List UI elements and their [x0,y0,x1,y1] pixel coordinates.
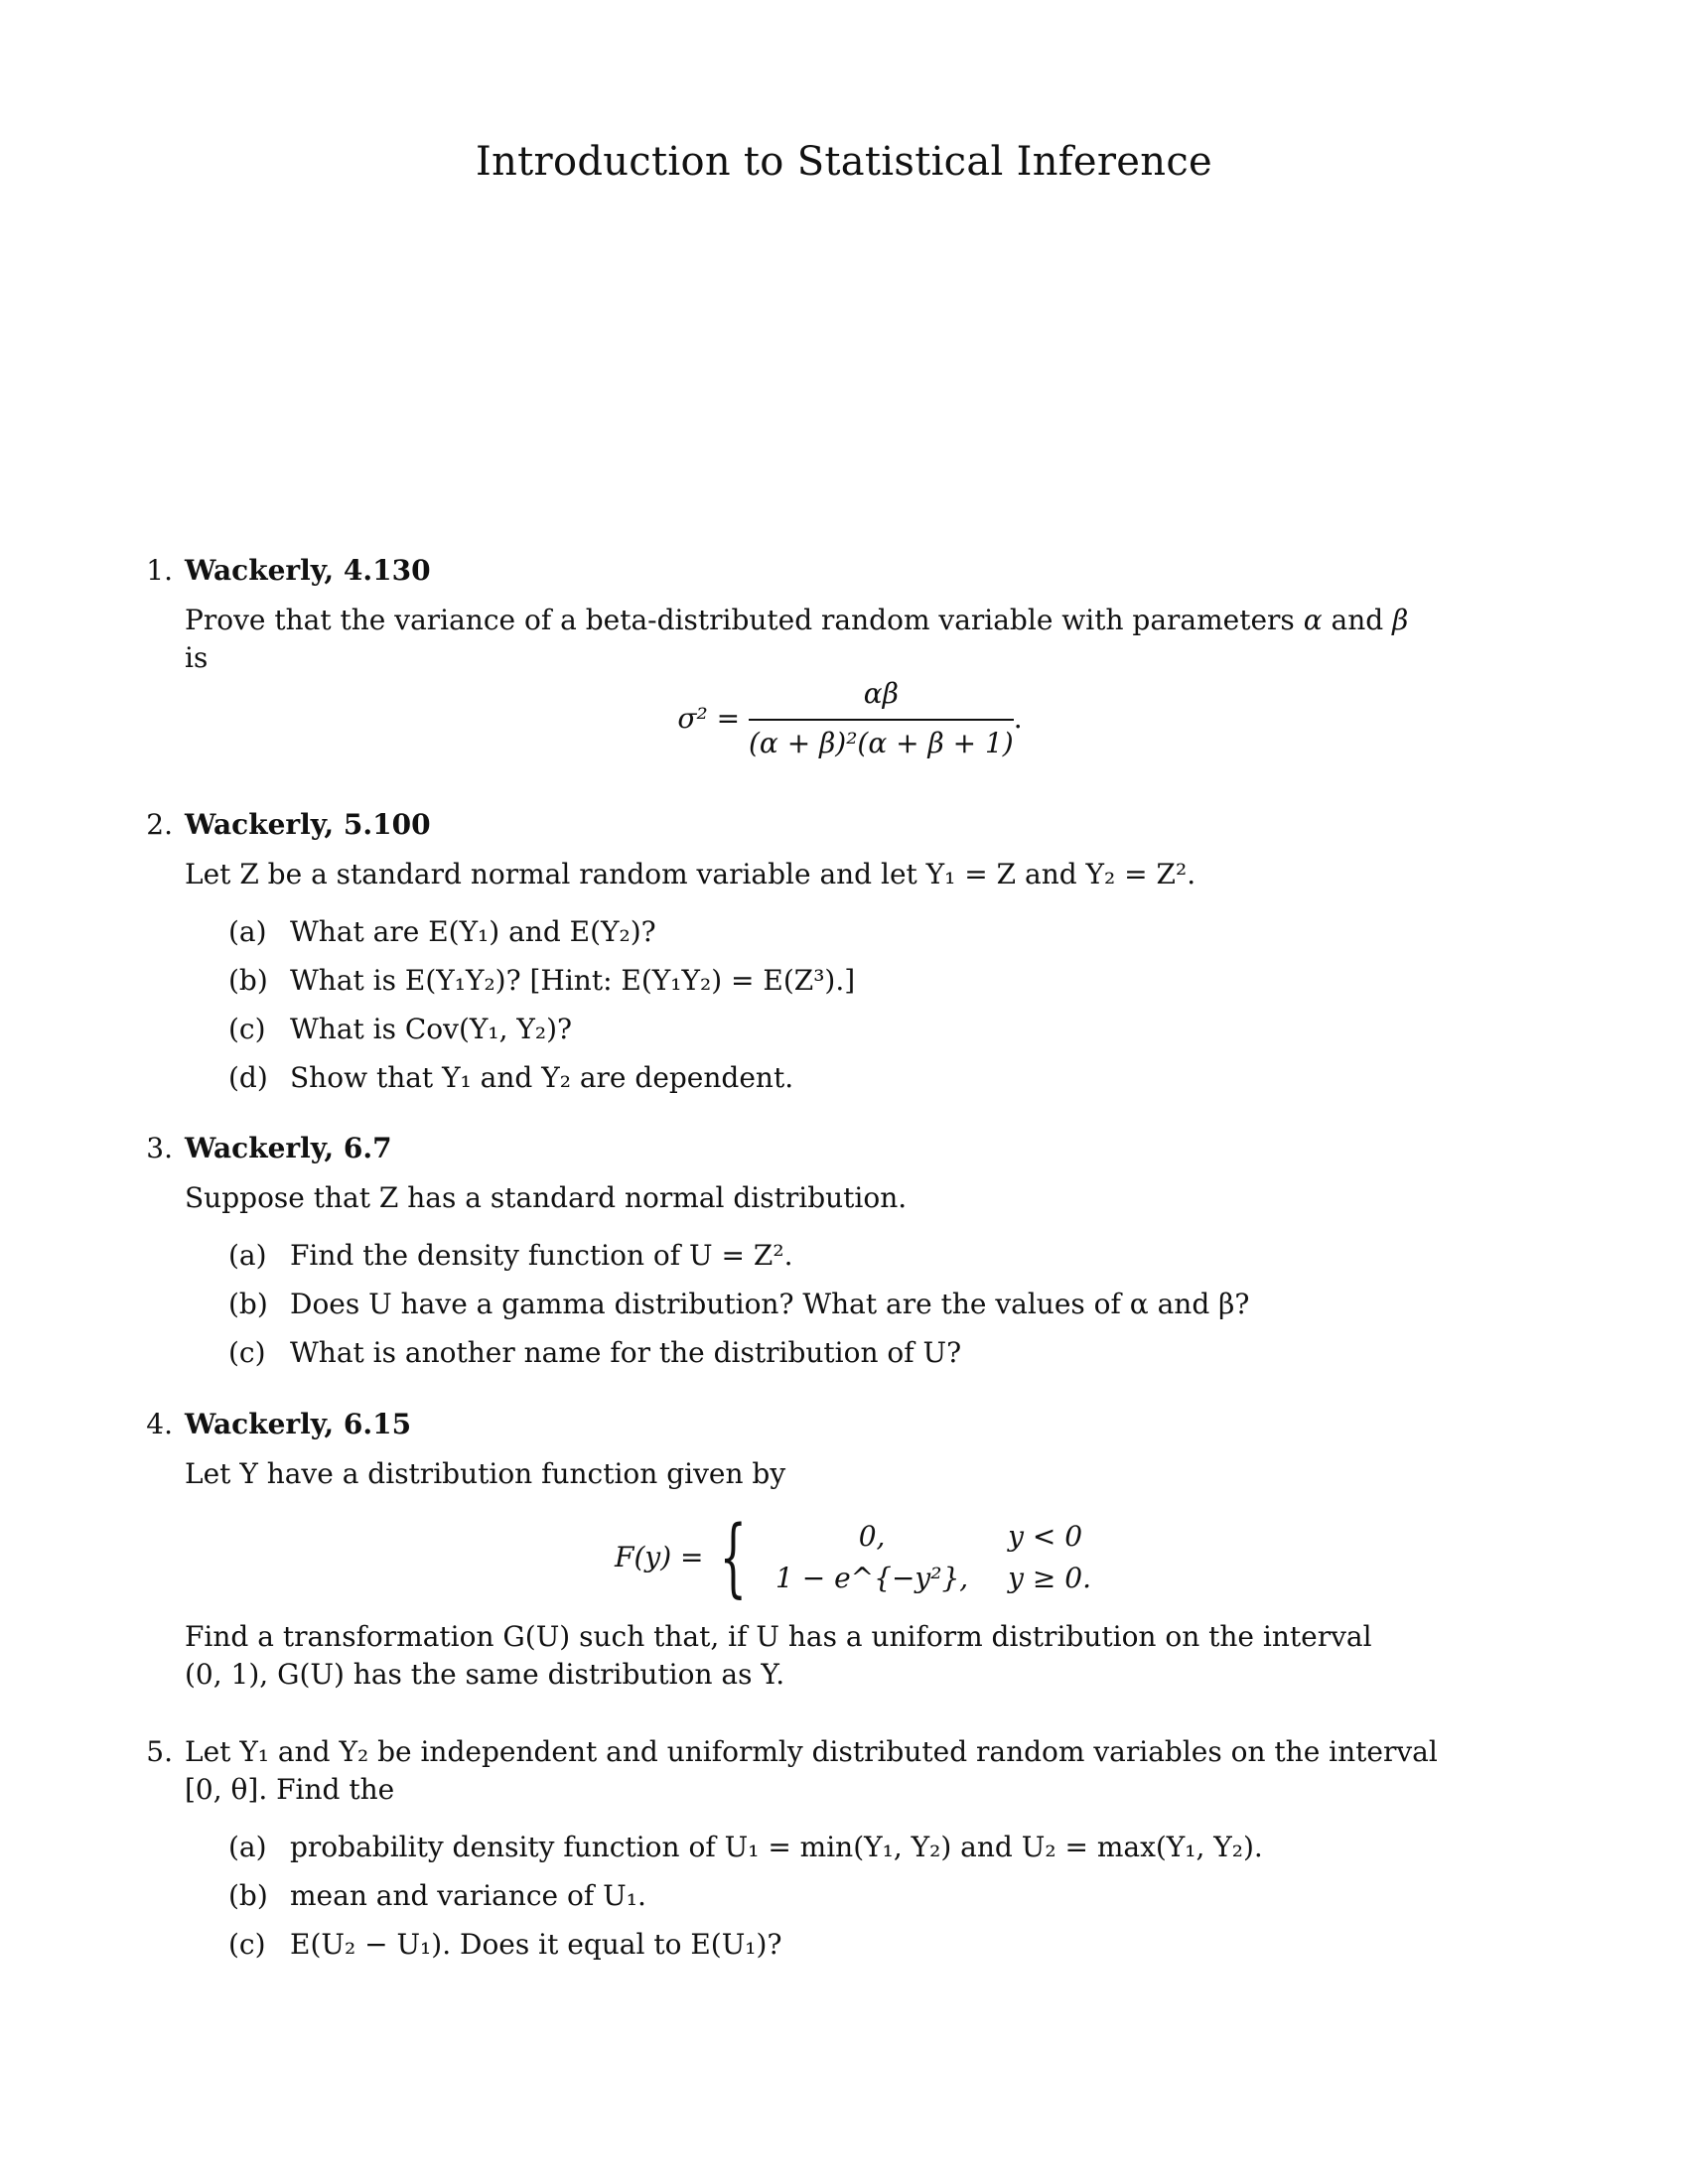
problem-parts [185,1237,1515,1372]
problem-parts [185,913,1515,1097]
list-item: (a) Find the density function of U = Z². [228,1239,793,1272]
problem-title: Wackerly, 5.100 [185,808,431,841]
piecewise-cases [762,1516,1105,1599]
problem-text-segment: and [1331,604,1384,636]
problem-number: 2. [146,808,173,841]
problem-text-segment: Prove that the variance of a beta-distributed random variable with parameters [185,604,1295,636]
alpha-symbol: α [1303,604,1323,636]
brace-glyph: { [720,1508,748,1607]
formula-end: . [1013,702,1023,735]
problem-text-segment: is [185,641,209,674]
problem-number: 3. [146,1132,173,1164]
fraction-denominator: (α + β)²(α + β + 1) [748,727,1014,759]
problem-title: Wackerly, 4.130 [185,554,431,587]
list-item: (b) Does U have a gamma distribution? What are the values of α and β? [228,1288,1250,1320]
problem-text-2: Find a transformation G(U) such that, if U has a uniform distribution on the interval (0, 1), G(U) has the same distribution as Y. [185,1620,1372,1691]
case-value: 1 − e^{−y²}, [775,1562,969,1594]
formula-lhs: F(y) = [615,1541,704,1573]
formula-lhs: σ² = [677,702,741,735]
problem-2 [146,806,1515,1108]
problem-5 [146,1733,1515,1975]
case-condition: y ≥ 0. [1008,1562,1091,1594]
problem-number: 5. [146,1735,173,1768]
problem-4 [146,1406,1515,1694]
list-item: (b) What is E(Y₁Y₂)? [Hint: E(Y₁Y₂) = E(Z³).] [228,964,856,997]
beta-symbol: β [1392,604,1409,636]
problem-text: Let Y have a distribution function given by [185,1457,786,1490]
problem-1 [146,552,1515,768]
problem-text [185,602,1515,677]
list-item: (c) What is Cov(Y₁, Y₂)? [228,1013,573,1045]
problem-title: Wackerly, 6.15 [185,1408,412,1440]
fraction [749,675,1014,762]
list-item: (c) What is another name for the distribution of U? [228,1336,962,1369]
variance-formula [185,675,1515,762]
problem-title: Wackerly, 6.7 [185,1132,392,1164]
problem-parts [185,1829,1515,1964]
problem-text: Let Y₁ and Y₂ be independent and uniformly distributed random variables on the interval [0, θ]. Find the [185,1735,1438,1806]
problem-text: Let Z be a standard normal random variable and let Y₁ = Z and Y₂ = Z². [185,858,1196,890]
fraction-numerator: αβ [749,675,1014,721]
list-item: (a) What are E(Y₁) and E(Y₂)? [228,915,656,948]
problem-3 [146,1130,1515,1383]
list-item: (b) mean and variance of U₁. [228,1879,646,1912]
list-item: (a) probability density function of U₁ = min(Y₁, Y₂) and U₂ = max(Y₁, Y₂). [228,1831,1263,1863]
list-item: (c) E(U₂ − U₁). Does it equal to E(U₁)? [228,1928,782,1961]
problem-number: 1. [146,554,173,587]
table-row [762,1558,1105,1599]
document-title: Introduction to Statistical Inference [475,139,1213,185]
problem-text: Suppose that Z has a standard normal distribution. [185,1181,908,1214]
list-item: (d) Show that Y₁ and Y₂ are dependent. [228,1061,794,1094]
case-condition: y < 0 [1008,1520,1083,1553]
case-value: 0, [858,1520,886,1553]
distribution-formula [185,1508,1515,1607]
table-row [762,1516,1105,1558]
problem-number: 4. [146,1408,173,1440]
